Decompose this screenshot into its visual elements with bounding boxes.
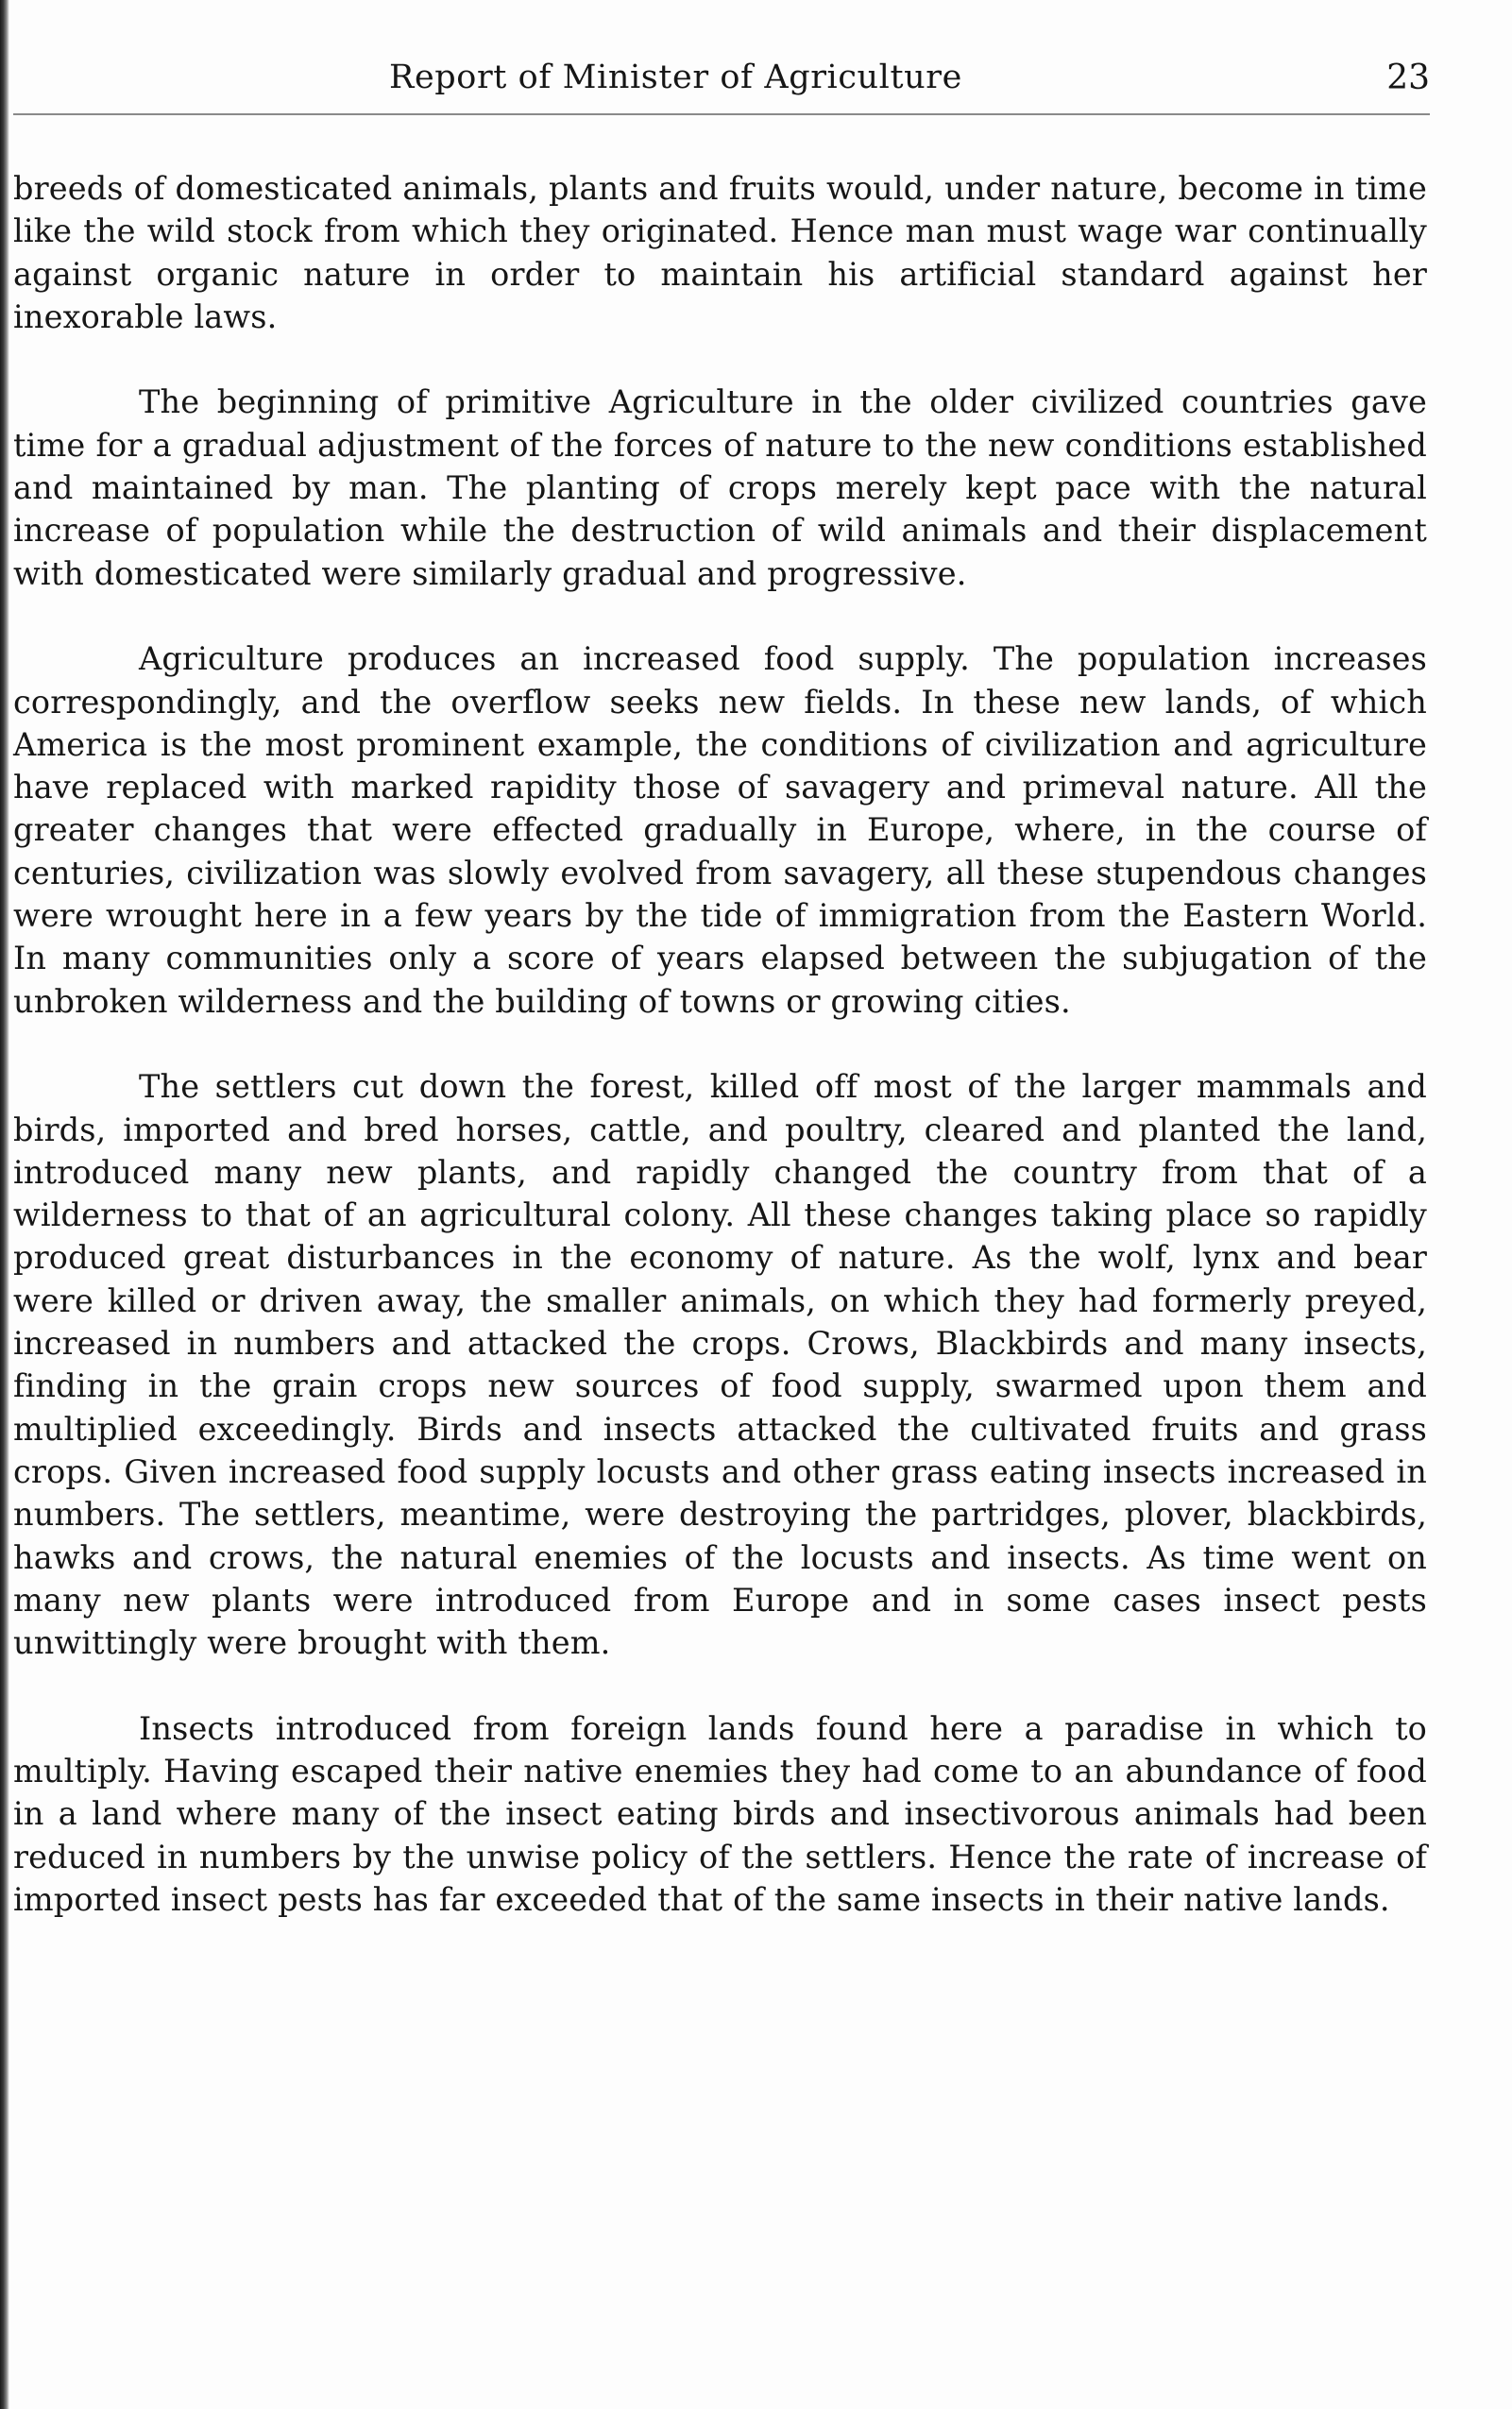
paragraph-5: Insects introduced from foreign lands found here a paradise in which to multiply. Having escaped their native enemies they had come to an abundance of food in a land where many of the insect eating birds and insectivorous animals had been reduced in numbers by the unwise policy of the settlers. Hence the rate of increase of imported insect pests has far exceeded that of the same insects in their native lands. [13,1709,1427,1918]
binding-edge [0,0,9,2409]
running-head: Report of Minister of Agriculture [389,59,962,96]
paragraph-1: breeds of domesticated animals, plants and fruits would, under nature, become in time like the wild stock from which they originated. Hence man must wage war continually against organic nature in order to maintain his artificial standard against her inexorable laws. [13,170,1427,335]
paragraph-4: The settlers cut down the forest, killed off most of the larger mammals and birds, imported and bred horses, cattle, and poultry, cleared and planted the land, introduced many new plants, and rapidly changed the country from that of a wilderness to that of an agricultural colony. All these changes taking place so rapidly produced great disturbances in the economy of nature. As the wolf, lynx and bear were killed or driven away, the smaller animals, on which they had formerly preyed, increased in numbers and attacked the crops. Crows, Blackbirds and many insects, finding in the grain crops new sources of food supply, swarmed upon them and multiplied exceedingly. Birds and insects attacked the cultivated fruits and grass crops. Given increased food supply locusts and other grass eating insects increased in numbers. The settlers, meantime, were destroying the partridges, plover, blackbirds, hawks and crows, the natural enemies of the locusts and insects. As time went on many new plants were introduced from Europe and in some cases insect pests unwittingly were brought with them. [13,1068,1427,1662]
page-number: 23 [1386,59,1430,97]
page-header [13,55,1430,121]
header-rule [13,113,1430,115]
paragraph-2: The beginning of primitive Agriculture in the older civilized countries gave time for a gradual adjustment of the forces of nature to the new conditions established and maintained by man. The planting of crops merely kept pace with the natural increase of population while the destruction of wild animals and their displacement with domesticated were similarly gradual and progressive. [13,383,1427,592]
body-text [13,167,1427,1921]
paragraph-3: Agriculture produces an increased food supply. The population increases correspondingly, and the overflow seeks new fields. In these new lands, of which America is the most prominent example, the conditions of civilization and agriculture have replaced with marked rapidity those of savagery and primeval nature. All the greater changes that were effected gradually in Europe, where, in the course of centuries, civilization was slowly evolved from savagery, all these stupendous changes were wrought here in a few years by the tide of immigration from the Eastern World. In many communities only a score of years elapsed between the subjugation of the unbroken wilderness and the building of towns or growing cities. [13,640,1427,1020]
